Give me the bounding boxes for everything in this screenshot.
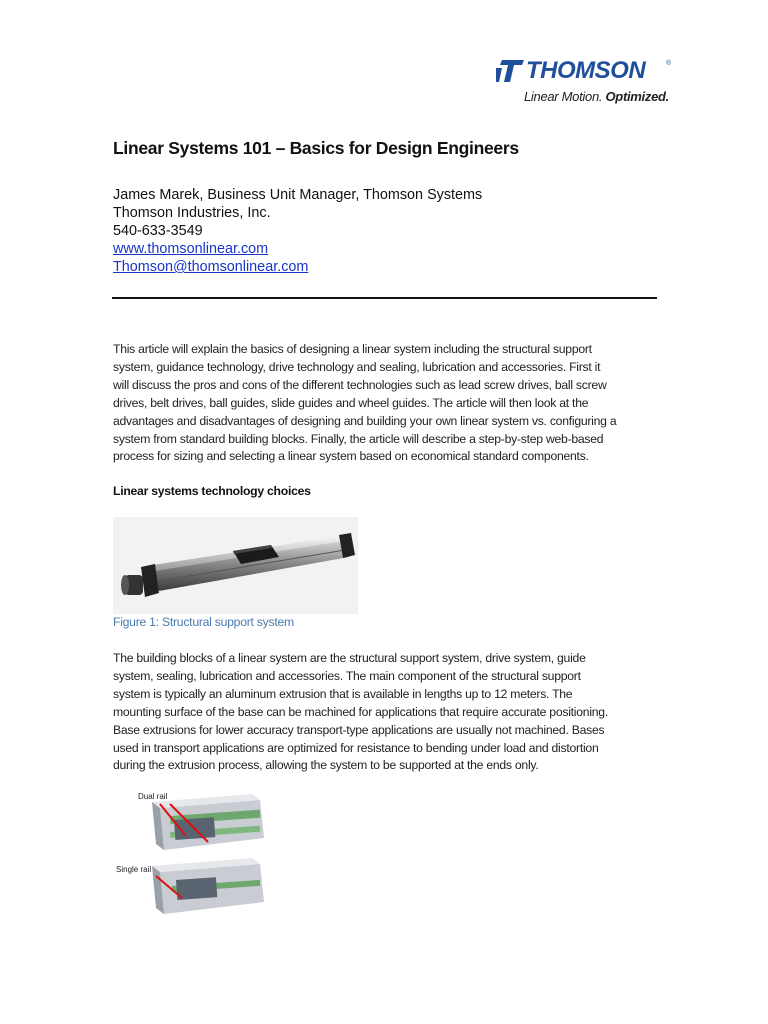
section-heading: Linear systems technology choices (113, 484, 311, 498)
article-title: Linear Systems 101 – Basics for Design Engineers (113, 138, 519, 158)
author-company: Thomson Industries, Inc. (113, 205, 271, 221)
logo-wordmark: THOMSON (526, 57, 646, 84)
intro-paragraph: This article will explain the basics of designing a linear system including the structural support system, guidance technology, drive technology and sealing, lubrication and accessories. First it will discuss the pros and cons of the different technologies such as lead screw drives, ball screw drives, belt drives, ball guides, slide guides and wheel guides. The article will then look at the advantages and disadvantages of designing and building your own linear system vs. configuring a system from standard building blocks. Finally, the article will describe a step-by-step web-based process for sizing and selecting a linear system based on economical standard components. (113, 342, 617, 464)
single-rail-label: Single rail (116, 865, 152, 874)
registered-mark: ® (666, 60, 672, 67)
dual-rail-label: Dual rail (138, 792, 168, 801)
logo-tagline (524, 89, 669, 104)
email-link[interactable]: Thomson@thomsonlinear.com (113, 259, 309, 275)
thomson-logo (496, 58, 676, 108)
tagline-regular: Linear Motion. (524, 89, 606, 104)
figure1-image (113, 517, 358, 614)
header-divider (112, 297, 657, 299)
website-link[interactable]: www.thomsonlinear.com (113, 241, 269, 257)
tagline-bold: Optimized. (605, 89, 669, 104)
author-phone: 540-633-3549 (113, 223, 203, 239)
body-paragraph: The building blocks of a linear system are the structural support system, drive system, guide system, sealing, lubrication and accessories. The main component of the structural support system is typically an aluminum extrusion that is available in lengths up to 12 meters. The mounting surface of the base can be machined for applications that require accurate positioning. Base extrusions for lower accuracy transport-type applications are usually not machined. Bases used in transport applications are optimized for resistance to bending under load and distortion during the extrusion process, allowing the system to be supported at the ends only. (113, 651, 608, 773)
author-name: James Marek, Business Unit Manager, Thomson Systems (113, 187, 483, 203)
author-block (113, 186, 482, 276)
thomson-logo-mark-icon (496, 60, 524, 82)
figure1-caption: Figure 1: Structural support system (113, 615, 294, 629)
figure2-image (112, 786, 272, 921)
